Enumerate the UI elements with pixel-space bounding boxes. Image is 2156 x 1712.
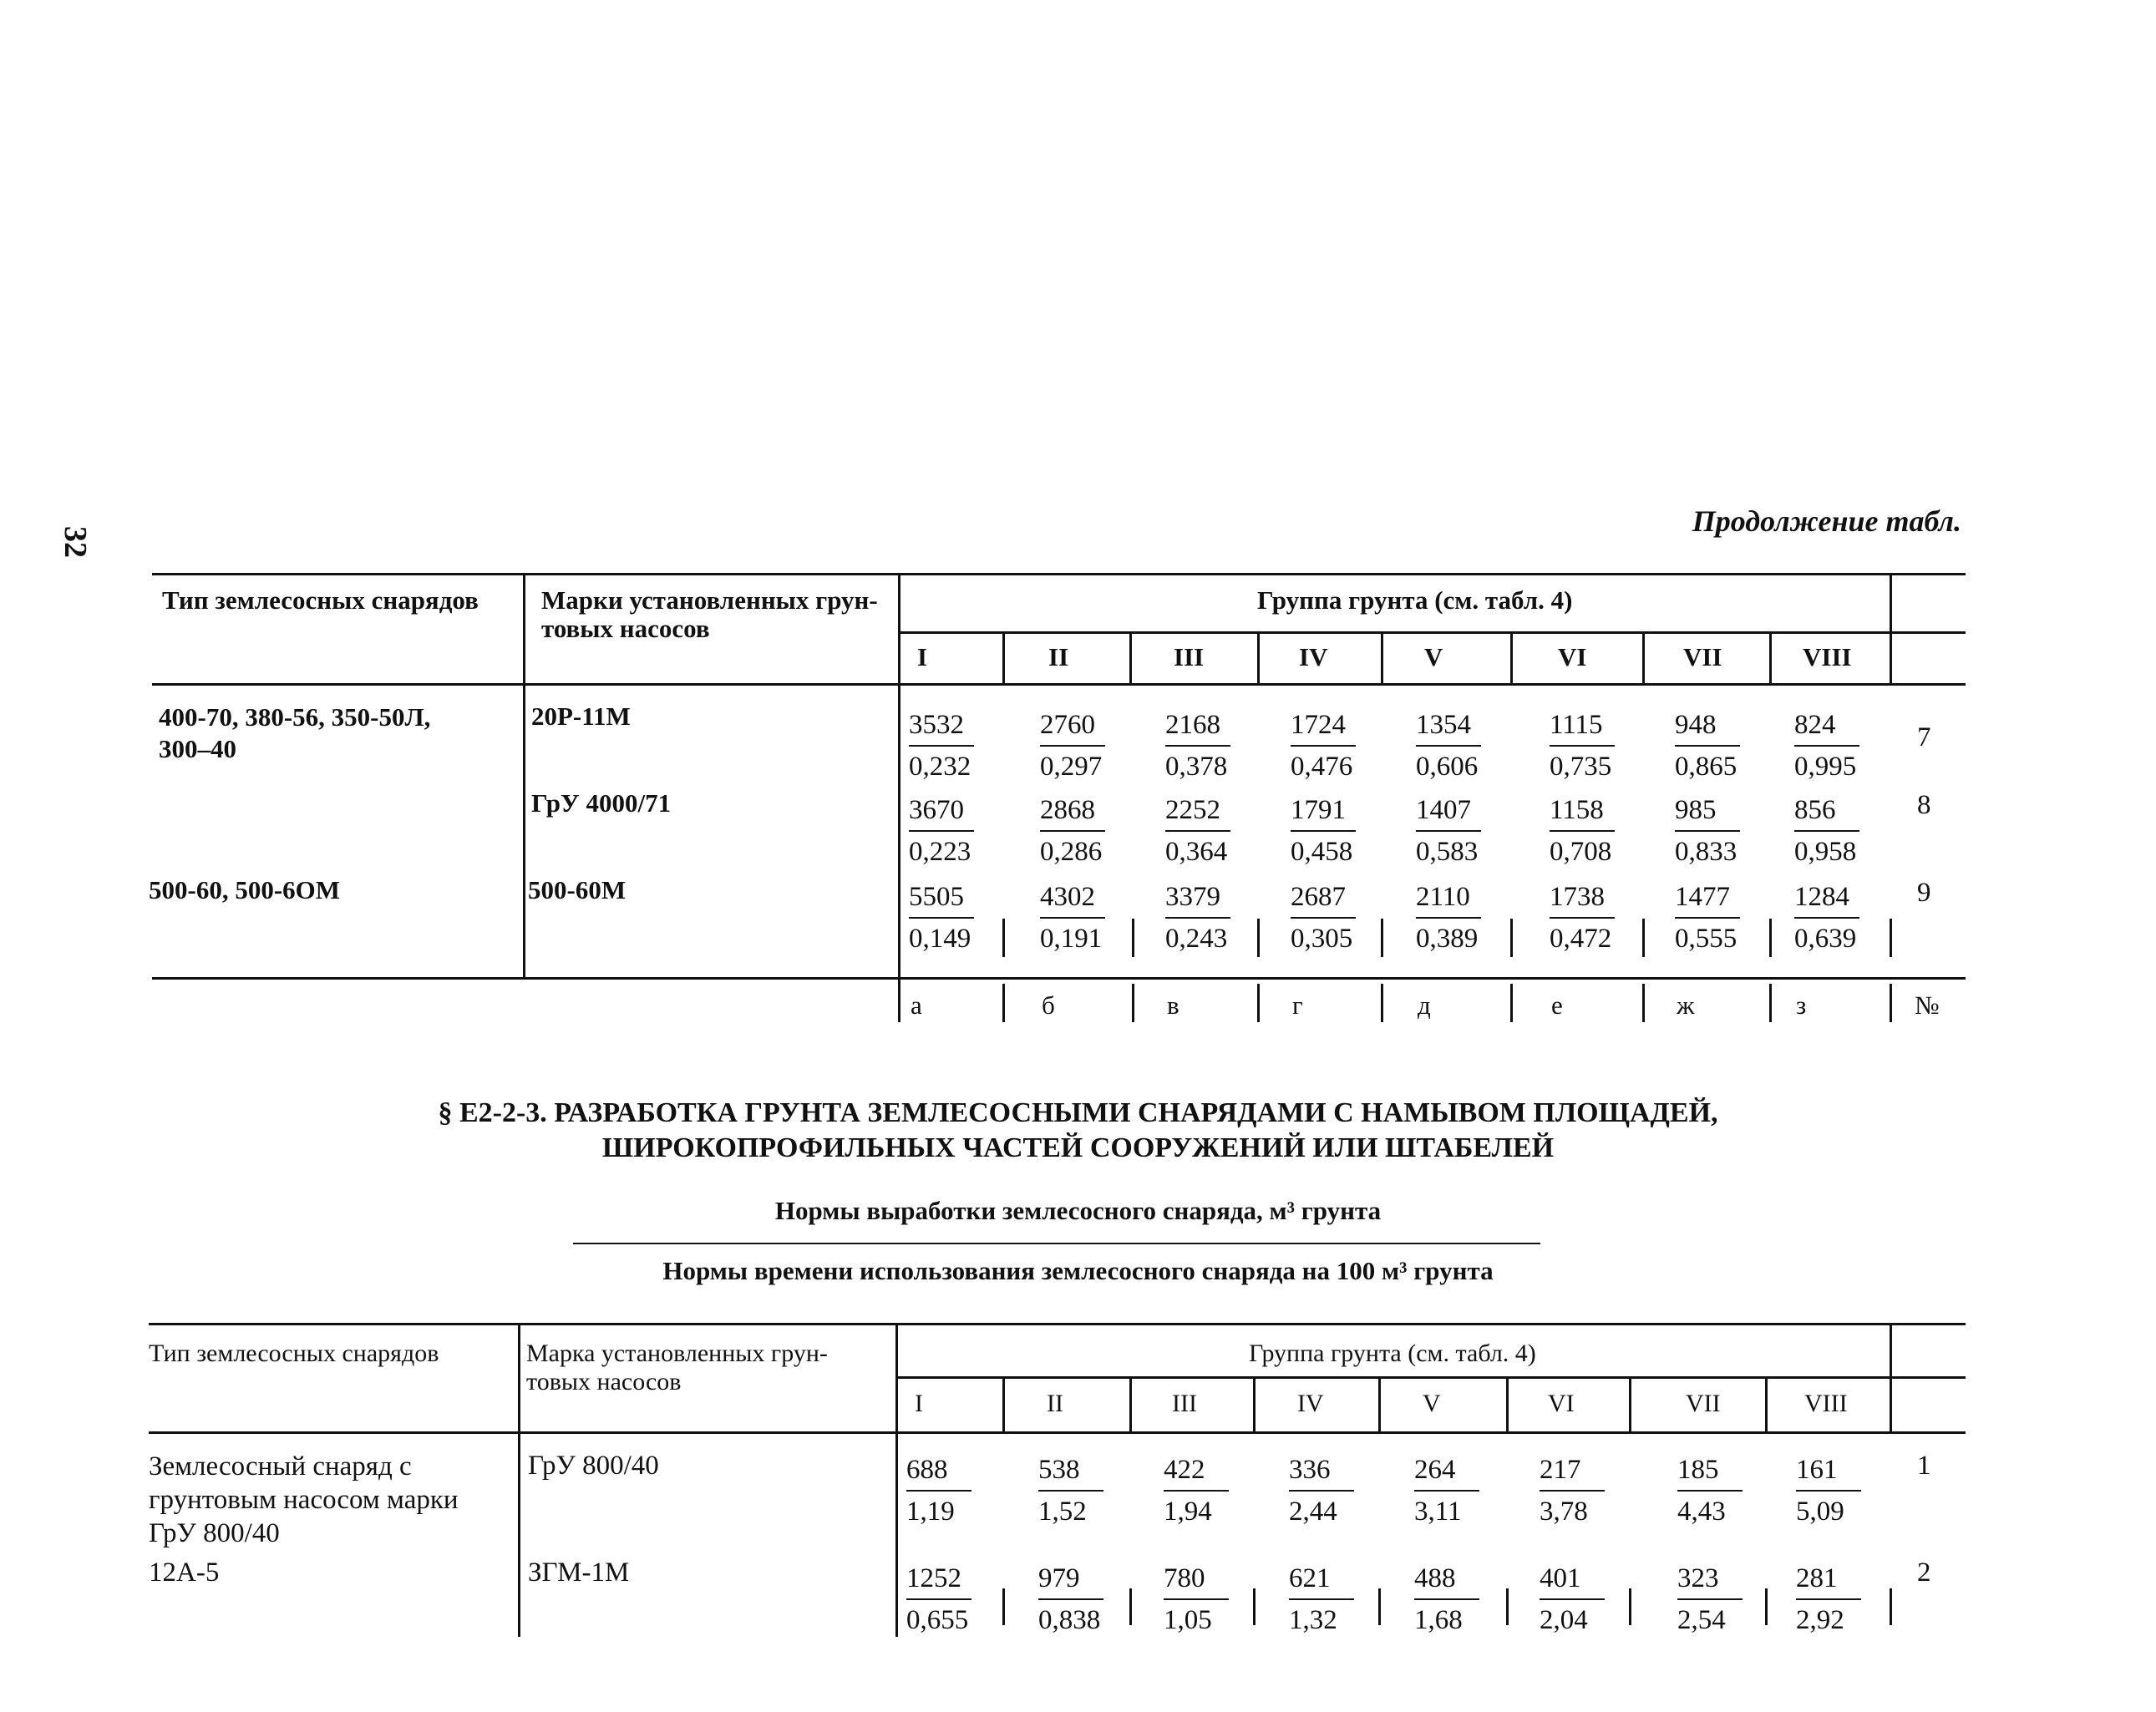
t1-row3-type: 500-60, 500-6ОМ <box>149 875 341 904</box>
t2-row1-type: Землесосный снаряд с грунтовым насосом марки ГрУ 800/40 <box>149 1451 459 1548</box>
value-cell <box>1165 879 1240 957</box>
t2-header-type: Тип землесосных снарядов <box>149 1340 439 1367</box>
value-cell <box>1289 1560 1364 1639</box>
section-title-line2: ШИРОКОПРОФИЛЬНЫХ ЧАСТЕЙ СООРУЖЕНИЙ ИЛИ ШТАБЕЛЕЙ <box>601 1132 1555 1163</box>
value-cell <box>1416 879 1491 957</box>
output-norm: 538 <box>1038 1455 1080 1485</box>
time-norm: 0,232 <box>909 752 971 782</box>
value-cell <box>1414 1451 1489 1530</box>
time-norm: 0,243 <box>1165 924 1228 954</box>
t1-group-I: I <box>917 642 928 671</box>
fraction-line <box>1675 917 1740 919</box>
fraction-line <box>909 745 974 747</box>
fraction-line <box>1550 830 1615 832</box>
value-cell <box>1550 792 1625 870</box>
time-norm: 4,43 <box>1677 1497 1726 1527</box>
output-norm: 621 <box>1289 1563 1331 1593</box>
fraction-line <box>906 1598 971 1600</box>
t2-group-IV: IV <box>1297 1390 1324 1417</box>
value-cell <box>906 1560 982 1639</box>
fraction-line <box>1165 830 1230 832</box>
output-norm: 2168 <box>1165 710 1220 740</box>
time-norm: 0,583 <box>1416 837 1479 867</box>
output-norm: 264 <box>1414 1455 1456 1485</box>
output-norm: 422 <box>1164 1455 1205 1485</box>
fraction-line <box>1540 1598 1605 1600</box>
fraction-line <box>1291 830 1356 832</box>
value-cell <box>1291 879 1366 957</box>
output-norm: 2110 <box>1416 882 1470 912</box>
page-number: 32 <box>58 526 93 558</box>
output-norm: 824 <box>1794 710 1836 740</box>
fraction-line <box>1164 1490 1229 1492</box>
time-norm: 0,458 <box>1291 837 1353 867</box>
time-norm: 0,958 <box>1794 837 1857 867</box>
fraction-line <box>1289 1490 1354 1492</box>
column-letter: в <box>1167 990 1179 1020</box>
time-norm: 5,09 <box>1796 1497 1844 1527</box>
t1-group-III: III <box>1174 642 1205 671</box>
fraction-line <box>1414 1490 1479 1492</box>
fraction-line <box>1677 1490 1743 1492</box>
t1-group-II: II <box>1048 642 1069 671</box>
value-cell <box>1550 879 1625 957</box>
time-norm: 0,555 <box>1675 924 1737 954</box>
time-norm: 1,68 <box>1414 1605 1463 1635</box>
time-norm: 2,44 <box>1289 1497 1337 1527</box>
time-norm: 1,05 <box>1164 1605 1212 1635</box>
value-cell <box>1291 792 1366 870</box>
value-cell <box>1040 792 1115 870</box>
t1-group-VIII: VIII <box>1803 642 1852 671</box>
value-cell <box>1040 707 1115 785</box>
fraction-line <box>1038 1598 1103 1600</box>
t2-row2-pump: ЗГМ-1М <box>528 1558 630 1588</box>
fraction-line <box>1540 1490 1605 1492</box>
time-norm: 2,54 <box>1677 1605 1726 1635</box>
output-norm: 2252 <box>1165 795 1220 825</box>
fraction-line <box>1675 745 1740 747</box>
value-cell <box>1165 707 1240 785</box>
fraction-line <box>1416 917 1481 919</box>
fraction-line <box>1165 745 1230 747</box>
value-cell <box>1038 1451 1114 1530</box>
time-norm: 0,708 <box>1550 837 1612 867</box>
t2-row1-pump: ГрУ 800/40 <box>528 1451 659 1481</box>
output-norm: 5505 <box>909 882 964 912</box>
time-norm: 0,476 <box>1291 752 1353 782</box>
column-letter: е <box>1551 990 1563 1020</box>
output-norm: 3379 <box>1165 882 1220 912</box>
t2-row2-type: 12А-5 <box>149 1558 220 1588</box>
norm-output-caption: Нормы выработки землесосного снаряда, м³ грунта <box>774 1196 1382 1225</box>
value-cell <box>1416 792 1491 870</box>
t2-group-V: V <box>1423 1390 1441 1417</box>
fraction-line <box>1289 1598 1354 1600</box>
column-letter: а <box>911 990 922 1020</box>
time-norm: 0,639 <box>1794 924 1857 954</box>
time-norm: 0,305 <box>1291 924 1353 954</box>
t1-row3-no: 9 <box>1917 878 1931 908</box>
fraction-line <box>1416 745 1481 747</box>
value-cell <box>906 1451 982 1530</box>
t1-group-V: V <box>1424 642 1443 671</box>
t2-header-pump: Марка установленных грун- товых насосов <box>526 1340 828 1395</box>
value-cell <box>909 792 984 870</box>
t1-row1-no: 7 <box>1917 722 1931 752</box>
value-cell <box>1164 1451 1239 1530</box>
fraction-line <box>1675 830 1740 832</box>
time-norm: 0,606 <box>1416 752 1479 782</box>
output-norm: 1407 <box>1416 795 1471 825</box>
value-cell <box>1796 1560 1871 1639</box>
fraction-line <box>1796 1598 1861 1600</box>
time-norm: 1,19 <box>906 1497 955 1527</box>
t2-group-II: II <box>1047 1390 1063 1417</box>
time-norm: 0,865 <box>1675 752 1737 782</box>
time-norm: 0,223 <box>909 837 971 867</box>
t1-group-VII: VII <box>1683 642 1722 671</box>
output-norm: 2868 <box>1040 795 1095 825</box>
time-norm: 2,92 <box>1796 1605 1844 1635</box>
time-norm: 0,191 <box>1040 924 1103 954</box>
t1-row2-no: 8 <box>1917 790 1931 820</box>
output-norm: 161 <box>1796 1455 1838 1485</box>
output-norm: 3670 <box>909 795 964 825</box>
t1-header-group: Группа грунта (см. табл. 4) <box>1257 585 1573 615</box>
output-norm: 1724 <box>1291 710 1346 740</box>
norm-time-caption: Нормы времени использования землесосного снаряда на 100 м³ грунта <box>662 1256 1494 1285</box>
time-norm: 1,32 <box>1289 1605 1337 1635</box>
output-norm: 688 <box>906 1455 948 1485</box>
t1-header-type: Тип землесосных снарядов <box>162 585 479 615</box>
value-cell <box>1794 707 1869 785</box>
value-cell <box>1675 792 1750 870</box>
output-norm: 1791 <box>1291 795 1346 825</box>
time-norm: 1,52 <box>1038 1497 1087 1527</box>
t2-group-III: III <box>1172 1390 1197 1417</box>
time-norm: 0,833 <box>1675 837 1737 867</box>
value-cell <box>1550 707 1625 785</box>
fraction-line <box>1164 1598 1229 1600</box>
time-norm: 0,389 <box>1416 924 1479 954</box>
value-cell <box>1414 1560 1489 1639</box>
section-title-line1: § Е2-2-3. РАЗРАБОТКА ГРУНТА ЗЕМЛЕСОСНЫМИ СНАРЯДАМИ С НАМЫВОМ ПЛОЩАДЕЙ, <box>438 1097 1718 1128</box>
time-norm: 0,378 <box>1165 752 1228 782</box>
fraction-line <box>1291 745 1356 747</box>
t2-row2-no: 2 <box>1917 1558 1931 1588</box>
continuation-label: Продолжение табл. <box>1692 504 1961 538</box>
time-norm: 3,11 <box>1414 1497 1462 1527</box>
value-cell <box>1677 1451 1753 1530</box>
time-norm: 0,364 <box>1165 837 1228 867</box>
t1-row1-pump: 20Р-11М <box>531 702 631 731</box>
time-norm: 2,04 <box>1540 1605 1588 1635</box>
value-cell <box>1291 707 1366 785</box>
time-norm: 0,297 <box>1040 752 1103 782</box>
output-norm: 488 <box>1414 1563 1456 1593</box>
t1-row3-pump: 500-60М <box>528 875 627 904</box>
time-norm: 0,655 <box>906 1605 969 1635</box>
output-norm: 1252 <box>906 1563 961 1593</box>
fraction-line <box>1040 830 1105 832</box>
t2-group-I: I <box>915 1390 923 1417</box>
t1-no-label: № <box>1915 990 1940 1020</box>
column-letter: з <box>1796 990 1807 1020</box>
fraction-line <box>1794 745 1859 747</box>
time-norm: 0,472 <box>1550 924 1612 954</box>
fraction-line <box>909 917 974 919</box>
column-letter: б <box>1042 990 1055 1020</box>
time-norm: 0,995 <box>1794 752 1857 782</box>
output-norm: 1738 <box>1550 882 1605 912</box>
column-letter: ж <box>1677 990 1695 1020</box>
fraction-line <box>906 1490 971 1492</box>
output-norm: 1158 <box>1550 795 1604 825</box>
output-norm: 1354 <box>1416 710 1471 740</box>
t2-group-VII: VII <box>1686 1390 1721 1417</box>
output-norm: 979 <box>1038 1563 1080 1593</box>
fraction-line <box>909 830 974 832</box>
value-cell <box>1164 1560 1239 1639</box>
value-cell <box>1675 879 1750 957</box>
fraction-line <box>1291 917 1356 919</box>
output-norm: 948 <box>1675 710 1717 740</box>
fraction-line <box>1040 745 1105 747</box>
output-norm: 323 <box>1677 1563 1719 1593</box>
t1-row1-type: 400-70, 380-56, 350-50Л, 300–40 <box>159 702 431 763</box>
t1-header-pump: Марки установленных грун- товых насосов <box>541 585 878 643</box>
output-norm: 780 <box>1164 1563 1205 1593</box>
time-norm: 0,286 <box>1040 837 1103 867</box>
time-norm: 0,838 <box>1038 1605 1101 1635</box>
t1-group-IV: IV <box>1299 642 1328 671</box>
value-cell <box>1677 1560 1753 1639</box>
time-norm: 1,94 <box>1164 1497 1212 1527</box>
t2-group-VI: VI <box>1548 1390 1575 1417</box>
value-cell <box>1165 792 1240 870</box>
t1-group-VI: VI <box>1558 642 1587 671</box>
value-cell <box>1675 707 1750 785</box>
fraction-line <box>1794 917 1859 919</box>
value-cell <box>909 707 984 785</box>
fraction-line <box>1796 1490 1861 1492</box>
output-norm: 185 <box>1677 1455 1719 1485</box>
output-norm: 281 <box>1796 1563 1838 1593</box>
output-norm: 1284 <box>1794 882 1849 912</box>
output-norm: 856 <box>1794 795 1836 825</box>
time-norm: 0,149 <box>909 924 971 954</box>
t2-header-group: Группа грунта (см. табл. 4) <box>1249 1340 1536 1367</box>
output-norm: 3532 <box>909 710 964 740</box>
fraction-line <box>1550 745 1615 747</box>
value-cell <box>1540 1451 1615 1530</box>
value-cell <box>1038 1560 1114 1639</box>
fraction-line <box>1677 1598 1743 1600</box>
value-cell <box>1540 1560 1615 1639</box>
value-cell <box>1040 879 1115 957</box>
fraction-line <box>1038 1490 1103 1492</box>
fraction-line <box>1794 830 1859 832</box>
output-norm: 1115 <box>1550 710 1603 740</box>
output-norm: 2760 <box>1040 710 1095 740</box>
value-cell <box>1794 879 1869 957</box>
output-norm: 2687 <box>1291 882 1346 912</box>
fraction-line <box>1040 917 1105 919</box>
value-cell <box>1796 1451 1871 1530</box>
output-norm: 217 <box>1540 1455 1581 1485</box>
t2-row1-no: 1 <box>1917 1451 1931 1481</box>
t2-group-VIII: VIII <box>1804 1390 1848 1417</box>
value-cell <box>909 879 984 957</box>
value-cell <box>1416 707 1491 785</box>
time-norm: 0,735 <box>1550 752 1612 782</box>
column-letter: г <box>1292 990 1303 1020</box>
value-cell <box>1794 792 1869 870</box>
output-norm: 336 <box>1289 1455 1331 1485</box>
t1-row2-pump: ГрУ 4000/71 <box>531 788 672 818</box>
value-cell <box>1289 1451 1364 1530</box>
fraction-line <box>1414 1598 1479 1600</box>
fraction-line <box>1165 917 1230 919</box>
output-norm: 1477 <box>1675 882 1730 912</box>
fraction-line <box>1416 830 1481 832</box>
time-norm: 3,78 <box>1540 1497 1588 1527</box>
output-norm: 401 <box>1540 1563 1581 1593</box>
output-norm: 4302 <box>1040 882 1095 912</box>
column-letter: д <box>1418 990 1431 1020</box>
fraction-line <box>1550 917 1615 919</box>
output-norm: 985 <box>1675 795 1717 825</box>
